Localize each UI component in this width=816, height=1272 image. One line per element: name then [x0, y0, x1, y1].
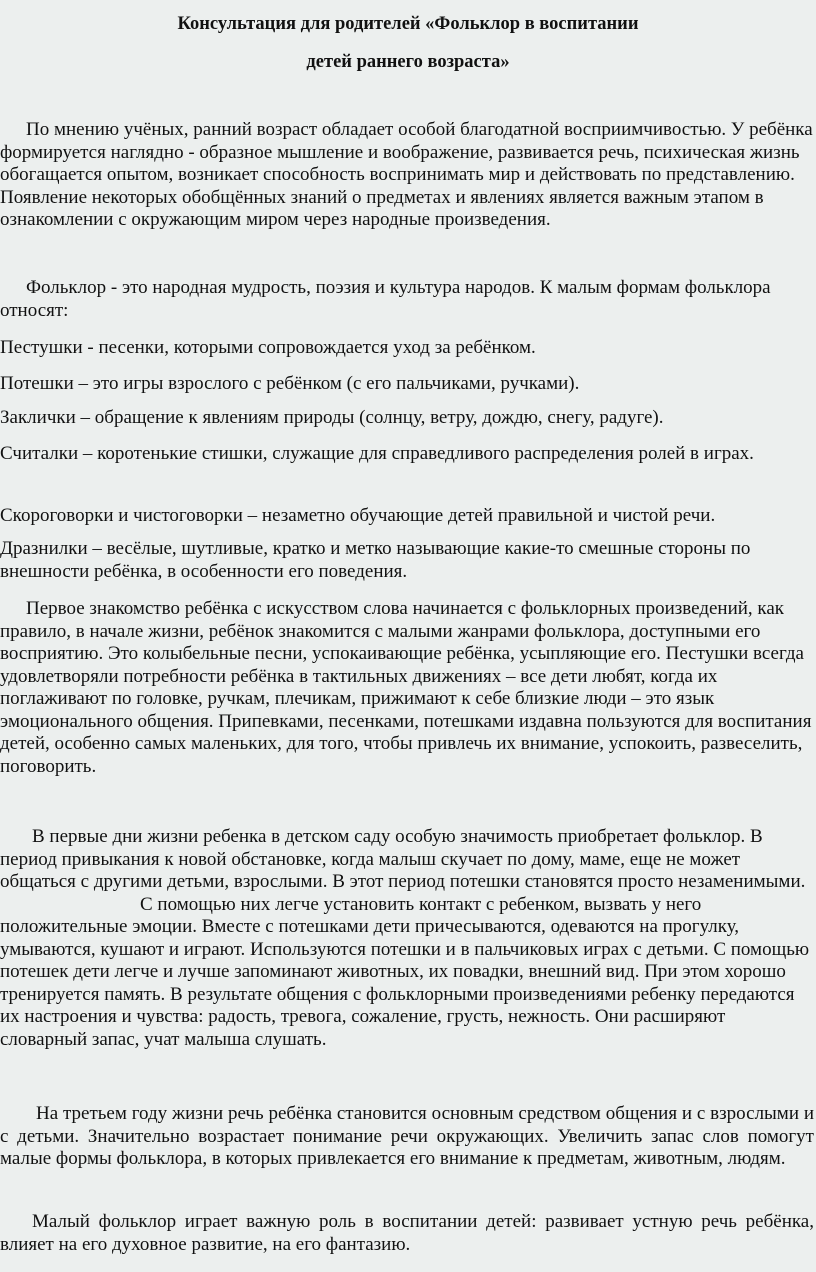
paragraph-zaklichki: Заклички – обращение к явлениям природы (солнцу, ветру, дождю, снегу, радуге). — [0, 407, 664, 428]
paragraph-intro: По мнению учёных, ранний возраст обладает особой благодатной восприимчивостью. У ребёнка формируется наглядно - образное мышление и воображение, развивается речь, психическая жизнь обогащается опытом, возникает способность воспринимать мир и действовать по представлению. Появление некоторых обобщённых знаний о предметах и явлениях является важным этапом в ознакомлении с окружающим миром через народные произведения. — [0, 119, 813, 230]
paragraph-first-days-part-1: В первые дни жизни ребенка в детском саду особую значимость приобретает фольклор. В период привыкания к новой обстановке, когда малыш скучает по дому, маме, еще не может общаться с другими детьми, взрослыми. В этот период потешки становятся просто незаменимыми. — [0, 826, 806, 892]
paragraph-schitalki: Считалки – коротенькие стишки, служащие для справедливого распределения ролей в играх. — [0, 443, 754, 464]
document-title-line-1: Консультация для родителей «Фольклор в воспитании — [177, 14, 639, 34]
document-title-line-2: детей раннего возраста» — [306, 52, 510, 72]
paragraph-pestushki: Пестушки - песенки, которыми сопровождается уход за ребёнком. — [0, 337, 536, 358]
paragraph-first-acquaintance: Первое знакомство ребёнка с искусством слова начинается с фольклорных произведений, как правило, в начале жизни, ребёнок знакомится с малыми жанрами фольклора, доступными его восприятию. Это колыбельные песни, успокаивающие ребёнка, усыпляющие его. Пестушки всегда удовлетворяли потребности ребёнка в тактильных движениях – все дети любят, когда их поглаживают по головке, ручкам, плечикам, прижимают к себе близкие люди – это язык эмоционального общения. Припевками, песенками, потешками издавна пользуются для воспитания детей, особенно самых маленьких, для того, чтобы привлечь их внимание, успокоить, развеселить, поговорить. — [0, 598, 812, 777]
paragraph-skorogovorki: Скороговорки и чистоговорки – незаметно обучающие детей правильной и чистой речи. — [0, 505, 716, 526]
paragraph-folklore-definition: Фольклор - это народная мудрость, поэзия и культура народов. К малым формам фольклора относят: — [0, 277, 771, 321]
paragraph-draznilki: Дразнилки – весёлые, шутливые, кратко и метко называющие какие-то смешные стороны по внешности ребёнка, в особенности его поведения. — [0, 538, 751, 582]
paragraph-third-year: На третьем году жизни речь ребёнка становится основным средством общения и с взрослыми и с детьми. Значительно возрастает понимание речи окружающих. Увеличить запас слов помогут малые формы фольклора, в которых привлекается его внимание к предметам, животным, людям. — [0, 1103, 814, 1169]
paragraph-conclusion: Малый фольклор играет важную роль в воспитании детей: развивает устную речь ребёнка, влияет на его духовное развитие, на его фантазию. — [0, 1211, 814, 1255]
paragraph-first-days-part-2: С помощью них легче установить контакт с ребенком, вызвать у него положительные эмоции. Вместе с потешками дети причесываются, одеваются на прогулку, умываются, кушают и играют. Используются потешки и в пальчиковых играх с детьми. С помощью потешек дети легче и лучше запоминают животных, их повадки, внешний вид. При этом хорошо тренируется память. В результате общения с фольклорными произведениями ребенку передаются их настроения и чувства: радость, тревога, сожаление, грусть, нежность. Они расширяют словарный запас, учат малыша слушать. — [0, 893, 810, 1050]
paragraph-first-days — [0, 826, 814, 1051]
paragraph-poteshki: Потешки – это игры взрослого с ребёнком (с его пальчиками, ручками). — [0, 373, 580, 394]
